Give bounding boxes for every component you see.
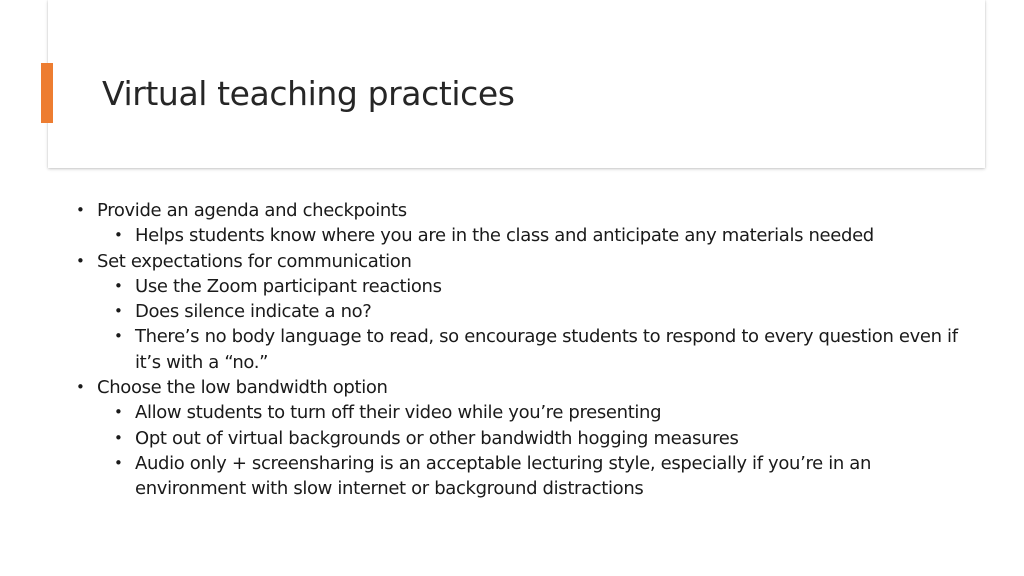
sub-bullet-item	[72, 299, 972, 324]
bullet-icon: •	[114, 403, 123, 422]
sub-bullet-text: Use the Zoom participant reactions	[135, 275, 442, 297]
sub-bullet-text: Opt out of virtual backgrounds or other bandwidth hogging measures	[135, 427, 739, 449]
slide-body	[72, 198, 972, 502]
bullet-icon: •	[76, 251, 85, 270]
bullet-icon: •	[114, 302, 123, 321]
sub-bullet-item	[72, 223, 972, 248]
sub-bullet-text: Does silence indicate a no?	[135, 301, 372, 323]
sub-bullet-item	[72, 451, 972, 502]
bullet-icon: •	[76, 201, 85, 219]
bullet-icon: •	[114, 327, 123, 346]
sub-bullet-item	[72, 400, 972, 425]
bullet-icon: •	[76, 378, 85, 397]
sub-bullet-item	[72, 274, 972, 299]
bullet-item	[72, 249, 972, 274]
bullet-item	[72, 375, 972, 400]
bullet-item	[72, 198, 972, 223]
bullet-text: Provide an agenda and checkpoints	[97, 200, 407, 221]
bullet-icon: •	[114, 276, 123, 295]
bullet-icon: •	[114, 453, 123, 472]
slide-title: Virtual teaching practices	[102, 74, 515, 113]
bullet-list	[72, 198, 972, 502]
sub-bullet-text: Allow students to turn off their video while you’re presenting	[135, 402, 662, 424]
bullet-icon: •	[114, 428, 123, 447]
title-accent-bar	[41, 63, 53, 123]
sub-bullet-text: There’s no body language to read, so encourage students to respond to every question even if it’s with a “no.”	[135, 326, 958, 373]
sub-bullet-item	[72, 426, 972, 451]
bullet-text: Choose the low bandwidth option	[97, 377, 388, 399]
sub-bullet-text: Audio only + screensharing is an acceptable lecturing style, especially if you’re in an environment with slow internet or background distractions	[135, 452, 872, 500]
bullet-icon: •	[114, 226, 123, 245]
sub-bullet-text: Helps students know where you are in the class and anticipate any materials needed	[135, 225, 874, 247]
bullet-text: Set expectations for communication	[97, 250, 412, 272]
sub-bullet-item	[72, 324, 972, 375]
